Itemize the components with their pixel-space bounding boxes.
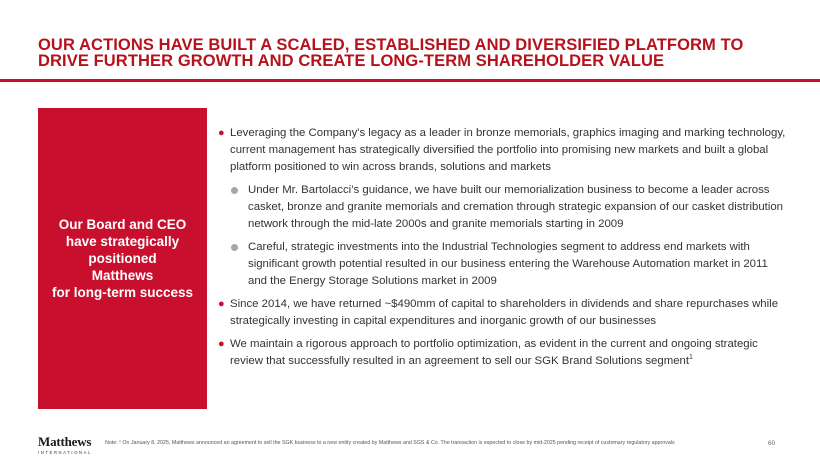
footnote: Note: ¹ On January 8, 2025, Matthews announced an agreement to sell the SGK business to a new entity created by Matthews and SGS & Co. The transaction is expected to close by mid-2025 pending receipt of customary regulatory approvals <box>105 440 675 446</box>
page-title <box>38 37 798 69</box>
page-title-line-2: DRIVE FURTHER GROWTH AND CREATE LONG-TERM SHAREHOLDER VALUE <box>38 52 665 70</box>
page-number: 60 <box>768 440 776 447</box>
callout-line-5: for long-term success <box>51 285 194 300</box>
bullet-list <box>218 125 788 376</box>
callout-line-1: Our Board and CEO <box>58 217 187 232</box>
title-divider <box>0 79 820 82</box>
bullet-item <box>218 296 788 330</box>
bullet-dot-icon: ● <box>218 127 225 139</box>
bullet-item <box>218 336 788 370</box>
bullet-dot-icon: ● <box>218 298 225 310</box>
bullet-dot-icon: ● <box>218 338 225 350</box>
bullet-text: We maintain a rigorous approach to portfolio optimization, as evident in the current and ongoing strategic review that successfully resulted in an agreement to sell our SGK Brand Solutions segment <box>230 338 758 367</box>
sub-bullet-dot-icon <box>231 187 238 194</box>
callout-text <box>40 216 205 301</box>
sub-bullet-text: Under Mr. Bartolacci’s guidance, we have built our memorialization business to become a leader across casket, bronze and granite memorials and cremation through strategic expansion of our casket distribution network through the mid-late 2000s and granite memorials starting in 2009 <box>248 184 784 230</box>
bullet-text: Since 2014, we have returned ~$490mm of capital to shareholders in dividends and share repurchases while strategically investing in capital expenditures and inorganic growth of our businesses <box>230 298 779 327</box>
bullet-text: Leveraging the Company's legacy as a leader in bronze memorials, graphics imaging and marking technology, current management has strategically diversified the portfolio into promising new markets and built a global platform positioned to win across brands, solutions and markets <box>230 127 786 173</box>
callout-line-3: positioned <box>88 251 157 266</box>
page-title-line-1: OUR ACTIONS HAVE BUILT A SCALED, ESTABLISHED AND DIVERSIFIED PLATFORM TO <box>38 36 744 54</box>
callout-line-2: have strategically <box>65 234 180 249</box>
bullet-item <box>218 125 788 176</box>
callout-box <box>38 108 207 409</box>
sub-bullet-text: Careful, strategic investments into the Industrial Technologies segment to address end markets with significant growth potential resulted in our business entering the Warehouse Automation market in 2011 and the Energy Storage Solutions market in 2009 <box>248 241 768 287</box>
footnote-marker: 1 <box>689 354 693 362</box>
logo-wordmark: Matthews <box>38 434 92 449</box>
company-logo <box>38 435 100 455</box>
sub-bullet-dot-icon <box>231 244 238 251</box>
callout-line-4: Matthews <box>91 268 154 283</box>
sub-bullet-item <box>218 239 788 290</box>
logo-subtitle: INTERNATIONAL <box>38 450 92 455</box>
sub-bullet-item <box>218 182 788 233</box>
